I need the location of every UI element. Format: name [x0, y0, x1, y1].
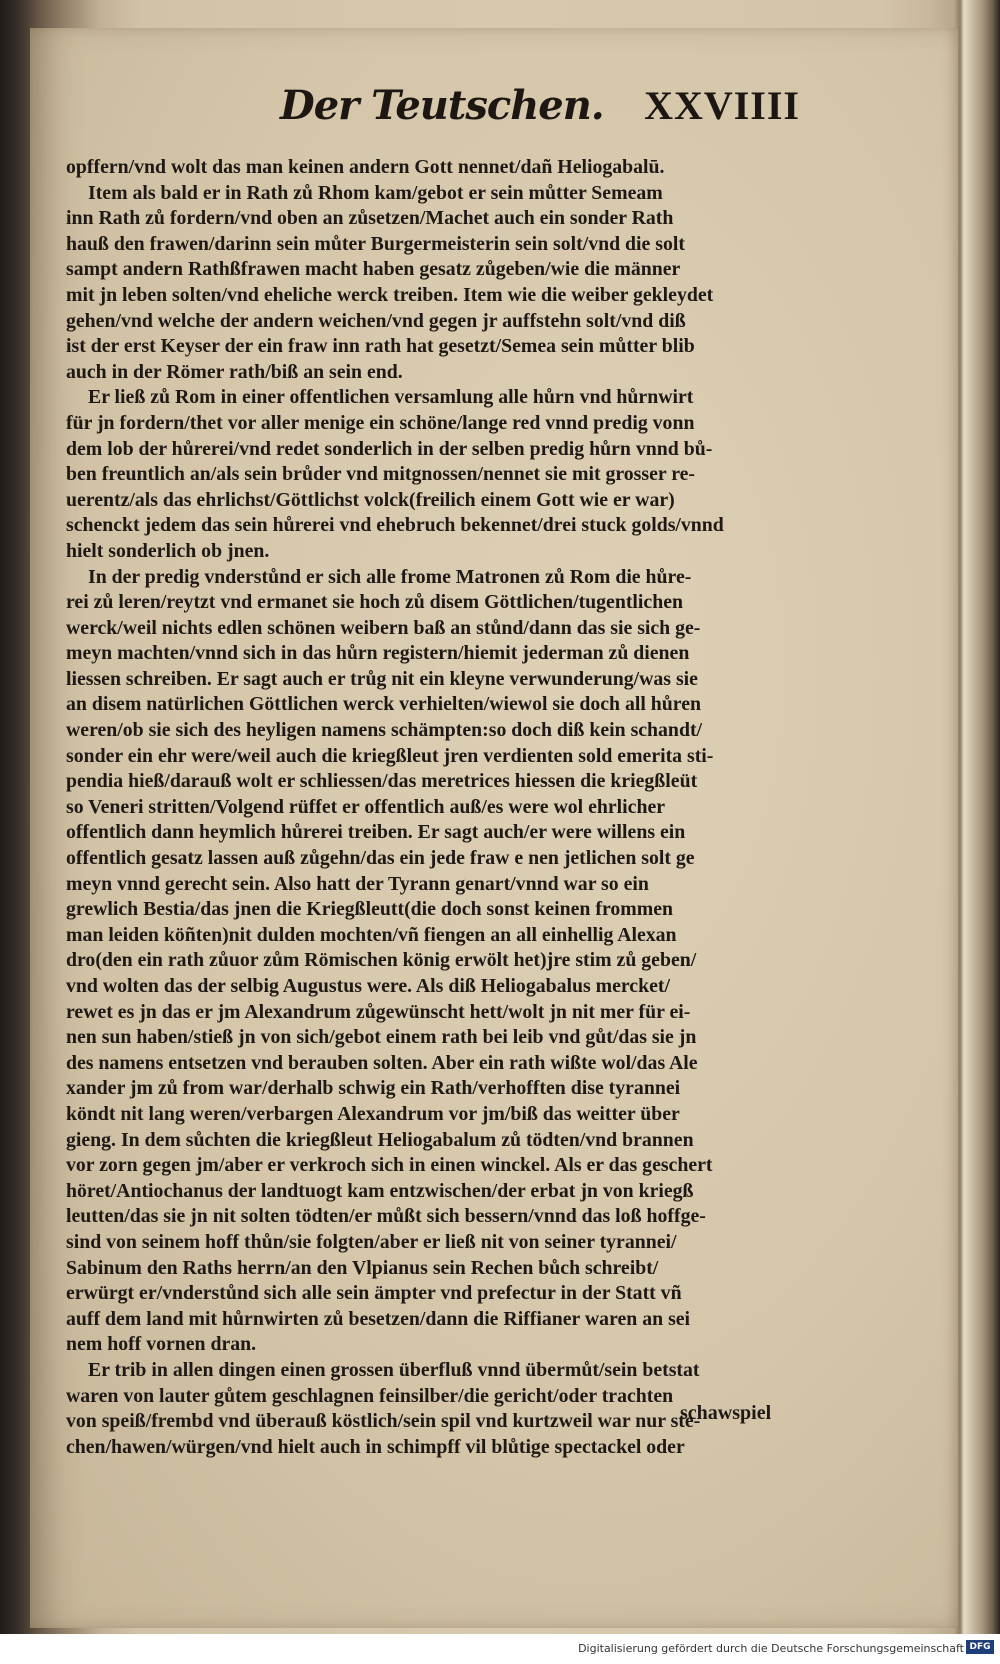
text-line: waren von lauter gůtem geschlagnen feinsilber/die gericht/oder trachten [66, 1384, 674, 1407]
text-line: ben freuntlich an/als sein brůder vnd mitgnossen/nennet sie mit grosser re- [66, 463, 696, 486]
text-line: schenckt jedem das sein hůrerei vnd ehebruch bekennet/drei stuck golds/vnnd [66, 514, 724, 537]
text-line: liessen schreiben. Er sagt auch er trůg nit ein kleyne verwunderung/was sie [66, 667, 698, 690]
text-line: man leiden köñten)nit dulden mochten/vñ fiengen an all einhellig Alexan [66, 923, 677, 946]
text-line: hielt sonderlich ob jnen. [66, 539, 270, 562]
text-line: opffern/vnd wolt das man keinen andern Gott nennet/dañ Heliogabalū. [66, 156, 665, 178]
dfg-logo: DFG [966, 1640, 994, 1654]
text-line: meyn vnnd gerecht sein. Also hatt der Tyrann genart/vnnd war so ein [66, 872, 649, 895]
text-line: nem hoff vornen dran. [66, 1333, 257, 1356]
text-line: rei zů leren/reytzt vnd ermanet sie hoch zů disem Göttlichen/tugentlichen [66, 591, 683, 614]
text-line: vor zorn gegen jm/aber er verkroch sich in einen winckel. Als er das geschert [66, 1154, 713, 1177]
main-text-block [66, 155, 786, 1458]
text-line: meyn machten/vnnd sich in das hůrn registern/hiemit jederman zů dienen [66, 642, 690, 665]
paragraph [66, 1358, 786, 1460]
text-line: des namens entsetzen vnd berauben solten. Aber ein rath wißte wol/das Ale [66, 1051, 698, 1074]
text-line: leutten/das sie jn nit solten tödten/er můßt sich bessern/vnnd das loß hoffge- [66, 1205, 706, 1228]
text-line: für jn fordern/thet vor aller menige ein schöne/lange red vnnd predig vonn [66, 411, 695, 434]
paragraph [66, 181, 786, 386]
text-line: auch in der Römer rath/biß an sein end. [66, 360, 403, 383]
paragraph [66, 565, 786, 1358]
text-line: werck/weil nichts edlen schönen weibern baß an stůnd/dann das sie sich ge- [66, 616, 701, 639]
text-line: Item als bald er in Rath zů Rhom kam/gebot er sein můtter Semeam [88, 181, 663, 204]
text-line: chen/hawen/würgen/vnd hielt auch in schimpff vil blůtige spectackel oder [66, 1435, 685, 1458]
text-line: höret/Antiochanus der landtuogt kam entzwischen/der erbat jn von kriegß [66, 1179, 694, 1202]
text-line: von speiß/frembd vnd überauß köstlich/sein spil vnd kurtzweil war nur ste- [66, 1410, 701, 1433]
text-line: nen sun haben/stieß jn von sich/gebot einem rath bei leib vnd gůt/das sie jn [66, 1026, 697, 1049]
text-line: rewet es jn das er jm Alexandrum zůgewünscht hett/wolt jn nit mer für ei- [66, 1000, 691, 1023]
text-line: an disem natürlichen Göttlichen werck verhielten/wiewol sie doch all hůren [66, 693, 701, 716]
text-line: weren/ob sie sich des heyligen namens schämpten:so doch diß kein schandt/ [66, 719, 703, 742]
text-line: mit jn leben solten/vnd eheliche werck treiben. Item wie die weiber gekleydet [66, 283, 714, 306]
text-line: grewlich Bestia/das jnen die Kriegßleutt(die doch sonst keinen frommen [66, 898, 673, 921]
text-line: Er ließ zů Rom in einer offentlichen versamlung alle hůrn vnd hůrnwirt [88, 386, 694, 409]
text-line: sind von seinem hoff thůn/sie folgten/aber er ließ nit von seiner tyrannei/ [66, 1230, 677, 1253]
text-line: gieng. In dem sůchten die kriegßleut Heliogabalum zů tödten/vnd brannen [66, 1128, 694, 1151]
text-line: Sabinum den Raths herrn/an den Vlpianus sein Rechen bůch schreibt/ [66, 1256, 659, 1279]
text-line: dro(den ein rath zůuor zům Römischen könig erwölt het)jre stim zů geben/ [66, 949, 697, 972]
text-line: dem lob der hůrerei/vnd redet sonderlich in der selben predig hůrn vnnd bů- [66, 437, 713, 460]
text-line: auff dem land mit hůrnwirten zů besetzen/dann die Riffianer waren an sei [66, 1307, 691, 1330]
text-line: offentlich dann heymlich hůrerei treiben. Er sagt auch/er were willens ein [66, 821, 686, 844]
text-line: gehen/vnd welche der andern weichen/vnd gegen jr auffstehn solt/vnd diß [66, 309, 686, 332]
text-line: In der predig vnderstůnd er sich alle frome Matronen zů Rom die hůre- [88, 565, 692, 588]
text-line: Er trib in allen dingen einen grossen überfluß vnnd übermůt/sein betstat [88, 1358, 700, 1381]
text-line: sampt andern Rathßfrawen macht haben gesatz zůgeben/wie die männer [66, 258, 681, 281]
catchword: schawspiel [680, 1402, 772, 1424]
text-line: hauß den frawen/darinn sein můter Burgermeisterin sein solt/vnd die solt [66, 232, 685, 255]
text-line: pendia hieß/darauß wolt er schliessen/das meretrices hiessen die kriegßleüt [66, 770, 698, 793]
running-head: Der Teutschen. [280, 82, 604, 129]
text-line: offentlich gesatz lassen auß zůgehn/das ein jede fraw e nen jetlichen solt ge [66, 847, 695, 870]
folio-number: XXVIIII [644, 83, 800, 128]
page-header [240, 82, 800, 152]
text-line: so Veneri stritten/Volgend rüffet er offentlich auß/es were wol ehrlicher [66, 795, 666, 818]
text-line: inn Rath zů fordern/vnd oben an zůsetzen/Machet auch ein sonder Rath [66, 207, 674, 230]
text-line: xander jm zů from war/derhalb schwig ein Rath/verhofften dise tyrannei [66, 1077, 681, 1100]
text-line: ist der erst Keyser der ein fraw inn rath hat gesetzt/Semea sein můtter blib [66, 335, 695, 358]
text-line: köndt nit lang weren/verbargen Alexandrum vor jm/biß das weitter über [66, 1102, 680, 1125]
text-line: erwürgt er/vnderstůnd sich alle sein ämpter vnd prefectur in der Statt vñ [66, 1282, 682, 1305]
text-line: vnd wolten das der selbig Augustus were. Als diß Heliogabalus mercket/ [66, 975, 670, 997]
paragraph [66, 385, 786, 564]
digitization-credit: Digitalisierung gefördert durch die Deutsche Forschungsgemeinschaft [578, 1642, 964, 1655]
text-line: uerentz/als das ehrlichst/Göttlichst volck(freilich einem Gott wie er war) [66, 488, 675, 511]
text-line: sonder ein ehr were/weil auch die kriegßleut jren verdienten sold emerita sti- [66, 744, 714, 767]
paragraph [66, 155, 786, 181]
